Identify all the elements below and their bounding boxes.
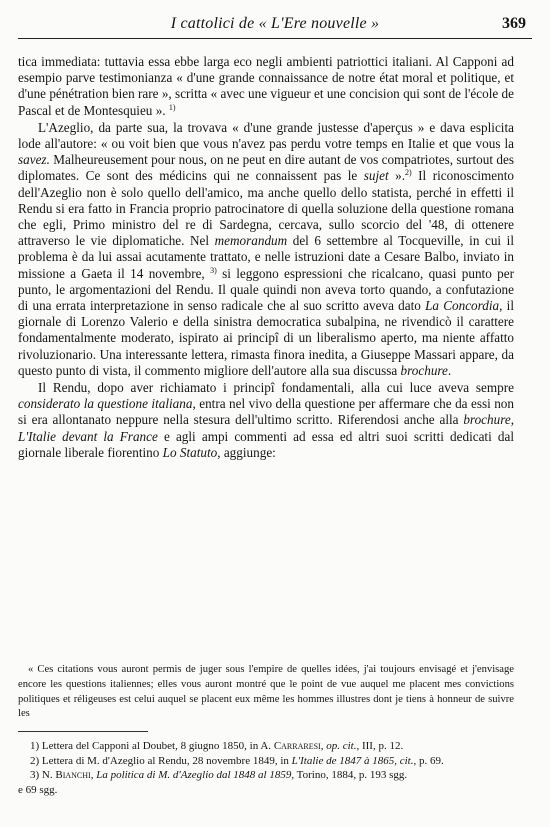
footnote-ref-1[interactable]: 1) (168, 102, 176, 112)
footnote-3-text-b: , Torino, 1884, p. 193 sgg. (291, 769, 408, 782)
p3-italic-questione: considerato la questione italiana (18, 396, 193, 412)
main-text (18, 54, 514, 461)
footnote-1-text-c: , III, p. 12. (356, 740, 404, 752)
footnote-3-text-a: , (90, 769, 97, 782)
footnote-1-text-b: , (320, 740, 327, 752)
p3-text-e: , aggiunge: (217, 444, 276, 460)
p1-text: tica immediata: tuttavia essa ebbe larga eco negli ambienti patriottici italiani. Al Capponi ad esempio parve testimonianza « d'une grande connaissance de notre état moral et politique, et d'une pénétration bien rare », scritta « avec une vigueur et une concision qui sont de l'école de Pascal et de Montesquieu ». (18, 54, 514, 118)
footnote-ref-3[interactable]: 3) (210, 265, 217, 275)
p2-italic-concordia: La Concordia (425, 298, 500, 314)
p3-italic-brochure: brochure (463, 412, 511, 428)
p3-italic-statuto: Lo Statuto (162, 444, 218, 460)
p2-italic-memorandum: memorandum (214, 233, 288, 249)
header-rule (18, 38, 532, 39)
footnotes (18, 739, 514, 797)
footnote-2 (18, 754, 514, 769)
p3-italic-litalie: L'Italie devant la France (18, 428, 158, 444)
p2-text-e: del 6 settembre al Tocqueville, in cui il problema è da lui assai acutamente trattato, e nelle istruzioni date a Cesare Balbo, inviato in missione a Gaeta il 14 novembre, (18, 233, 514, 281)
p3-text-d: e agli ampi commenti ad essa ed altri suoi scritti dedicati dal giornale liberale fiorentino (18, 428, 514, 460)
paragraph-2 (18, 120, 514, 379)
p2-text-d: Il riconoscimento dell'Azeglio non è solo quello dell'amico, ma anche quello dello statista, perché in effetti il Rendu si era fatto in Francia proprio patrocinatore di quella soluzione della questione romana che egli, Primo ministro del re di Sardegna, cercava, sullo scorcio del '48, di ottenere attraverso le vie diplomatiche. Nel (18, 168, 515, 249)
p2-text-g: , il giornale di Lorenzo Valerio e della sinistra democratica subalpina, ne rivendicò il carattere fondamentalmente moderato, ispirato ai principî di un liberalismo aperto, ma niente affatto rivoluzionario. Una interessante lettera, rimasta finora inedita, a Giuseppe Massari appare, da questo punto di vista, il commento migliore dell'autore alla sua discussa (18, 298, 514, 378)
page-header (18, 8, 532, 38)
p2-italic-sujet: sujet (363, 168, 389, 184)
p3-text-a: Il Rendu, dopo aver richiamato i principî fondamentali, alla cui luce aveva sempre (38, 380, 514, 396)
footnote-1-italic: op. cit. (326, 740, 357, 752)
p2-text-h: . (447, 362, 452, 378)
p2-text-f: si leggono espressioni che ricalcano, quasi punto per punto, le argomentazioni del Rendu. Il quale quindi non aveva torto quando, a confutazione di una errata interpretazione in senso radicale che al suo scritto aveva dato (18, 265, 514, 314)
footnote-2-italic: L'Italie de 1847 à 1865, cit. (291, 754, 414, 767)
footnote-1-text-a: Lettera del Capponi al Doubet, 8 giugno 1850, in A. (41, 740, 274, 752)
footnote-ref-2[interactable]: 2) (405, 168, 412, 178)
footnote-3-number: 3) (30, 769, 40, 782)
p3-text-b: , entra nel vivo della questione per affermare che da essi non si era allontanato neppure nella stesura dell'ultimo scritto. Riferendosi anche alla (18, 396, 514, 428)
footnote-3-continuation: e 69 sgg. (18, 783, 58, 796)
quote-text: « Ces citations vous auront permis de juger sous l'empire de quelles idées, j'ai toujours envisagé et j'envisage encore les questions italiennes; elles vous auront montré que le point de vue auquel me placent mes convictions politiques et réligeuses est celui auquel se placent eux même les hommes illustres dont je tiens à honneur de suivre les (18, 664, 514, 720)
p2-text-b: Malheureusement pour nous, on ne peut en dire autant de vos compatriotes, surtout des diplomates. Ce sont des médicins qui ne connaissent pas le (18, 152, 514, 184)
paragraph-1 (18, 54, 514, 119)
block-quote (18, 663, 514, 722)
p2-text-a: L'Azeglio, da parte sua, la trovava « d'une grande justesse d'aperçus » e dava esplicita lode all'autore: « ou voit bien que vous n'avez pas perdu votre temps en Italie et que vous la (18, 119, 514, 152)
footnote-2-number: 2) (30, 754, 40, 767)
footnote-2-text-b: , p. 69. (413, 754, 444, 767)
p2-italic-brochure: brochure (400, 362, 448, 378)
footnote-3 (18, 768, 514, 783)
footnote-3-author: N. Bianchi (41, 769, 91, 782)
footnote-2-text-a: Lettera di M. d'Azeglio al Rendu, 28 novembre 1849, in (41, 754, 292, 767)
p2-italic-savez: savez. (18, 152, 50, 168)
p2-text-c: ». (388, 168, 406, 184)
footnote-1-author: Carraresi (273, 740, 321, 752)
footnote-3-italic: La politica di M. d'Azeglio dal 1848 al 1859 (96, 769, 292, 782)
footnote-rule (18, 731, 148, 732)
paragraph-3 (18, 380, 514, 461)
footnote-1 (18, 739, 514, 754)
page-number: 369 (502, 15, 526, 32)
p3-text-c: , (510, 412, 514, 428)
footnote-1-number: 1) (30, 740, 40, 752)
running-title: I cattolici de « L'Ere nouvelle » (170, 15, 380, 32)
